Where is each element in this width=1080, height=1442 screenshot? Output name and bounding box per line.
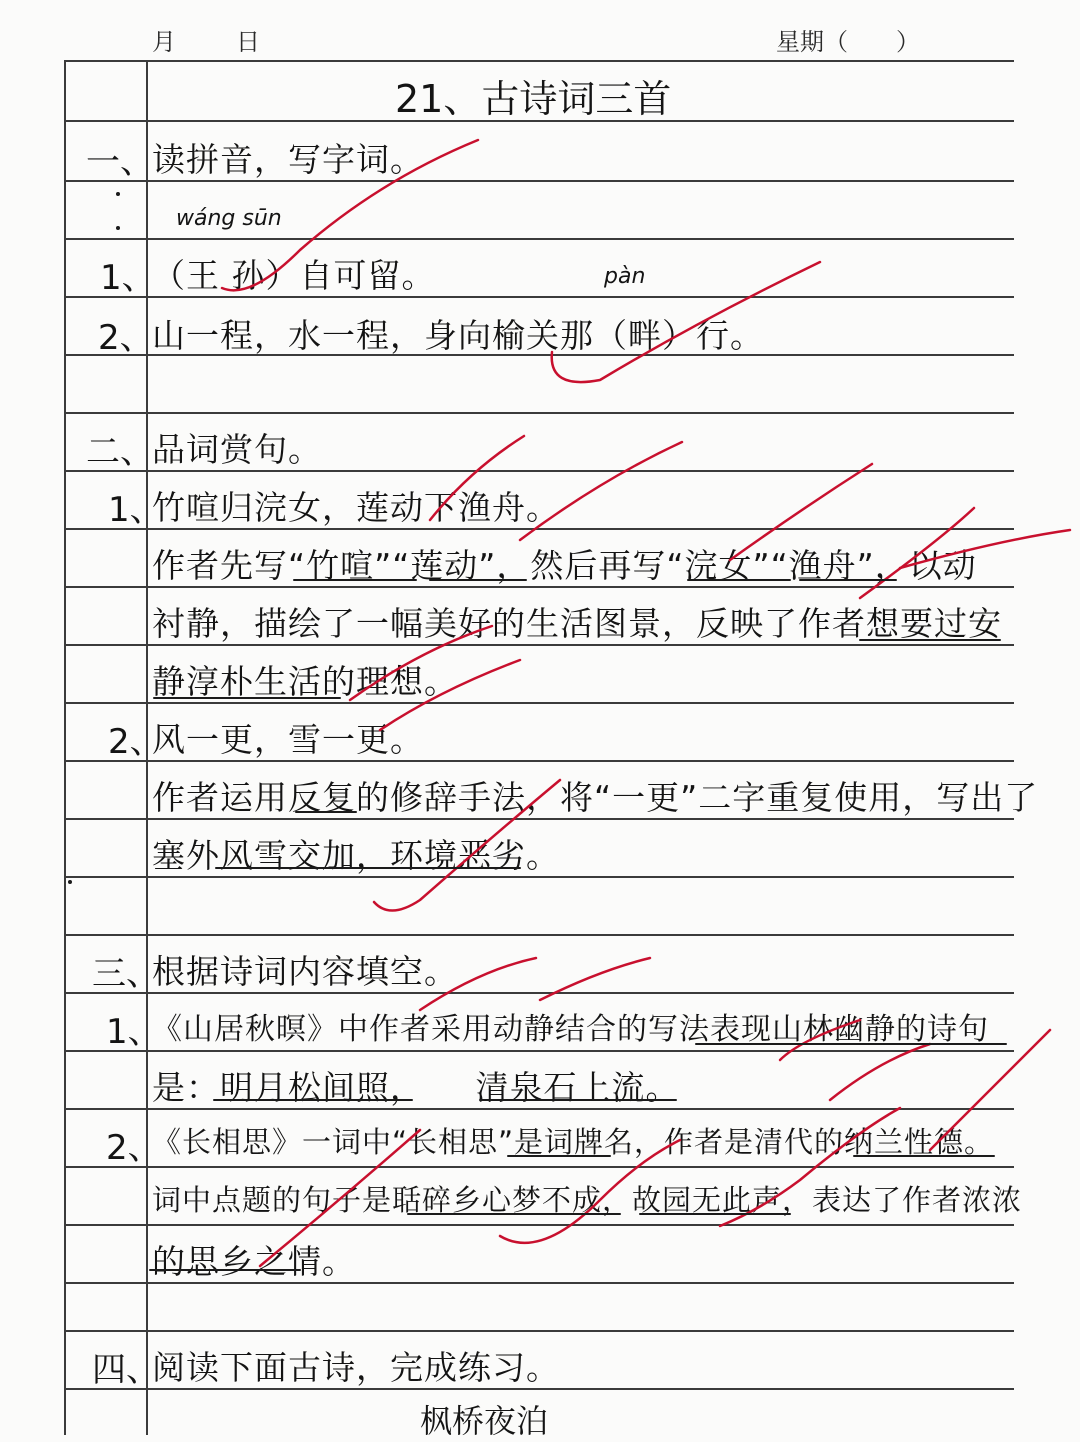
weekday-label: 星期（ ） (776, 28, 920, 56)
pinyin-annotation: pàn (604, 264, 646, 289)
check-mark (420, 958, 536, 1010)
answer-line: 作者运用反复的修辞手法，将“一更”二字重复使用，写出了 (152, 778, 1039, 817)
answer-line: 衬静，描绘了一幅美好的生活图景，反映了作者想要过安 (152, 604, 1002, 643)
section-number: 四、 (92, 1350, 160, 1390)
answer-line: 的思乡之情。 (152, 1242, 356, 1281)
answer-line: 静淳朴生活的理想。 (152, 662, 458, 701)
question-number: 2、 (98, 318, 154, 358)
page-title: 21、古诗词三首 (395, 77, 672, 121)
section-heading: 读拼音，写字词。 (152, 140, 424, 179)
check-mark (350, 626, 492, 700)
check-mark (374, 780, 560, 911)
question-text: 竹喧归浣女，莲动下渔舟。 (152, 488, 560, 527)
check-mark (430, 436, 524, 520)
question-number: 2、 (108, 722, 164, 762)
ink-dot (68, 880, 72, 884)
check-mark (540, 958, 650, 1000)
section-number: 二、 (86, 432, 154, 472)
pen-underlines (150, 580, 1006, 1270)
section-number: 三、 (92, 954, 160, 994)
question-number: 1、 (108, 490, 164, 530)
check-mark (930, 1030, 1050, 1150)
answer-line: （王 孙）自可留。 (152, 256, 436, 295)
check-mark (720, 1108, 900, 1226)
answer-line: 山一程，水一程，身向榆关那（畔）行。 (152, 316, 764, 355)
question-number: 2、 (106, 1128, 162, 1168)
section-number: 一、 (86, 142, 154, 182)
check-mark (780, 1020, 860, 1060)
question-text: 《山居秋暝》中作者采用动静结合的写法表现山林幽静的诗句 (152, 1012, 989, 1047)
check-mark (730, 464, 872, 560)
section-heading: 根据诗词内容填空。 (152, 952, 458, 991)
answer-line: 作者先写“竹喧”“莲动”，然后再写“浣女”“渔舟”，以动 (152, 546, 977, 585)
answer-line: 是：明月松间照， 清泉石上流。 (152, 1068, 680, 1107)
question-number: 1、 (106, 1012, 162, 1052)
question-text: 《长相思》一词中“长相思”是词牌名，作者是清代的纳兰性德。 (152, 1125, 995, 1159)
check-mark (520, 442, 682, 540)
month-label: 月 (152, 28, 176, 56)
ink-dot (116, 192, 120, 196)
stray-dots (68, 192, 120, 884)
check-mark (380, 660, 520, 730)
check-mark (222, 140, 478, 290)
answer-line: 塞外风雪交加，环境恶劣。 (152, 836, 560, 875)
question-number: 1、 (100, 258, 156, 298)
check-mark (830, 1044, 930, 1100)
poem-title: 枫桥夜泊 (420, 1402, 549, 1440)
check-mark (260, 1130, 420, 1266)
pinyin-annotation: wáng sūn (176, 206, 282, 231)
section-heading: 阅读下面古诗，完成练习。 (152, 1348, 560, 1387)
day-label: 日 (236, 28, 260, 56)
ink-dot (116, 226, 120, 230)
answer-line: 词中点题的句子是聒碎乡心梦不成，故园无此声，表达了作者浓浓 (152, 1183, 1023, 1217)
section-heading: 品词赏句。 (152, 430, 322, 469)
check-marks (222, 140, 1070, 1266)
question-text: 风一更，雪一更。 (152, 720, 424, 759)
check-mark (552, 262, 820, 382)
